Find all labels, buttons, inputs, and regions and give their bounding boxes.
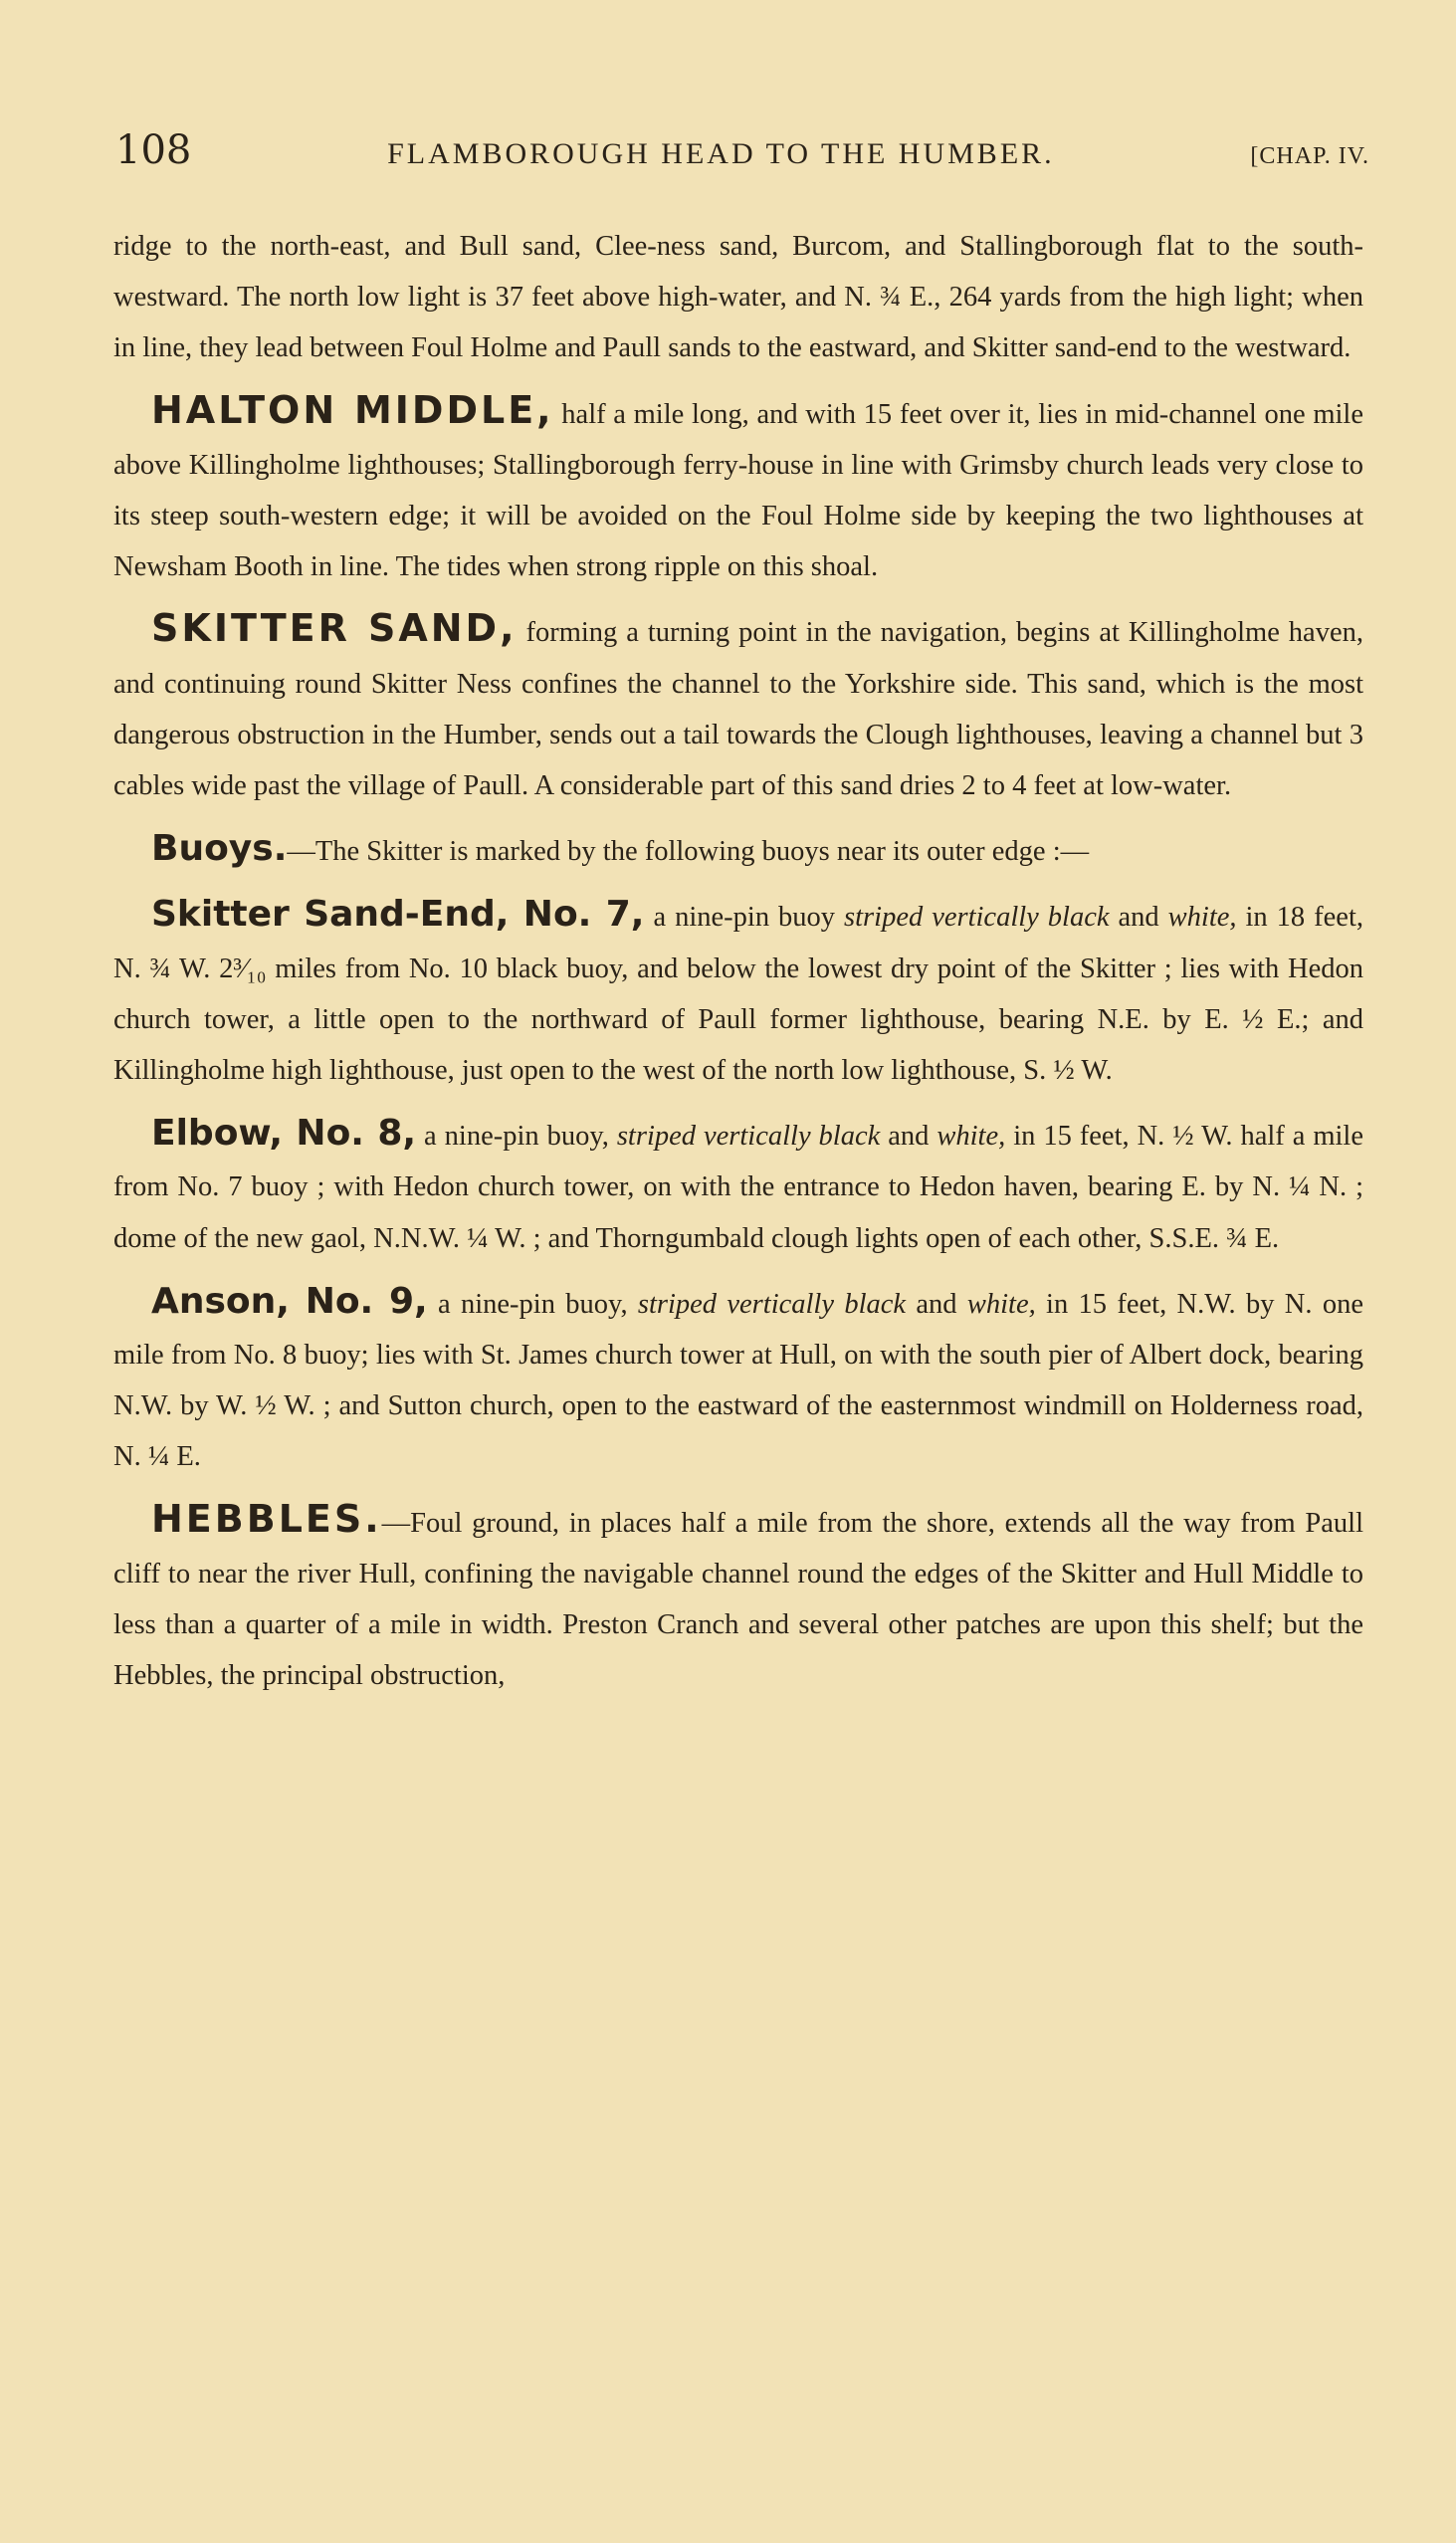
- italic-text: striped vertically black: [616, 1121, 881, 1153]
- section-heading: Buoys.: [151, 828, 288, 870]
- paragraph-text: ridge to the north-east, and Bull sand, Clee-ness sand, Burcom, and Stallingborough flat to the south-westward. The north low light is 37 feet above high-water, and N. ¾ E., 264 yards from the high light; when in line, they lead between Foul Holme and Paull sands to the eastward, and Skitter sand-end to the westward.: [113, 231, 1363, 364]
- buoy-heading: Elbow, No. 8,: [151, 1113, 417, 1155]
- paragraph-text: in 15 feet, N. ½ W. half a mile from No. 7 buoy ; with Hedon church tower, on with the entrance to Hedon haven, bearing E. by N. ¼ N. ; dome of the new gaol, N.N.W. ¼ W. ; and Thorngumbald clough lights open of each other, S.S.E. ¾ E.: [113, 1121, 1363, 1254]
- paragraph-text: and: [880, 1121, 937, 1153]
- running-title: FLAMBOROUGH HEAD TO THE HUMBER.: [387, 137, 1055, 170]
- paragraph-hebbles: [113, 1498, 1363, 1702]
- paragraph-anson: [113, 1279, 1363, 1483]
- italic-text: white,: [1167, 902, 1237, 934]
- paragraph-text: forming a turning point in the navigation, begins at Killingholme haven, and continuing round Skitter Ness confines the channel to the Yorkshire side. This sand, which is the most dangerous obstruction in the Humber, sends out a tail towards the Clough lighthouses, leaving a channel but 3 cables wide past the village of Paull. A considerable part of this sand dries 2 to 4 feet at low-water.: [113, 617, 1363, 802]
- paragraph-halton-middle: [113, 389, 1363, 593]
- paragraph-text: in 15 feet, N.W. by N. one mile from No. 8 buoy; lies with St. James church tower at Hull, on with the south pier of Albert dock, bearing N.W. by W. ½ W. ; and Sutton church, open to the eastward of the easternmost windmill on Holderness road, N. ¼ E.: [113, 1288, 1363, 1473]
- page-header: [115, 127, 1369, 177]
- paragraph-text: in 18 feet, N. ¾ W. 2³⁄₁₀ miles from No. 10 black buoy, and below the lowest dry point of the Skitter ; lies with Hedon church tower, a little open to the northward of Paull former lighthouse, bearing N.E. by E. ½ E.; and Killingholme high lighthouse, just open to the west of the north low lighthouse, S. ½ W.: [113, 902, 1363, 1087]
- paragraph-continuation: [113, 221, 1363, 374]
- buoy-heading: Skitter Sand-End, No. 7,: [151, 894, 645, 936]
- paragraph-buoys: [113, 826, 1363, 877]
- paragraph-elbow: [113, 1111, 1363, 1264]
- page-body: [113, 221, 1363, 1716]
- section-heading: HALTON MIDDLE,: [151, 387, 554, 432]
- paragraph-text: and: [906, 1288, 967, 1320]
- italic-text: white,: [936, 1121, 1006, 1153]
- buoy-heading: Anson, No. 9,: [151, 1280, 428, 1322]
- paragraph-text: a nine-pin buoy: [644, 902, 845, 934]
- section-heading: HEBBLES.: [151, 1496, 382, 1541]
- italic-text: striped vertically black: [637, 1288, 907, 1320]
- paragraph-text: a nine-pin buoy,: [427, 1288, 638, 1320]
- paragraph-text: half a mile long, and with 15 feet over it, lies in mid-channel one mile above Killingholme lighthouses; Stallingborough ferry-house in line with Grimsby church leads very close to its steep south-western edge; it will be avoided on the Foul Holme side by keeping the two lighthouses at Newsham Booth in line. The tides when strong ripple on this shoal.: [113, 398, 1363, 583]
- section-heading: SKITTER SAND,: [151, 606, 518, 651]
- paragraph-text: and: [1109, 902, 1168, 934]
- italic-text: striped vertically black: [844, 902, 1110, 934]
- paragraph-skitter-sand-end: [113, 892, 1363, 1096]
- page-number: 108: [115, 127, 192, 173]
- chapter-marker: [CHAP. IV.: [1250, 143, 1369, 169]
- paragraph-text: —Foul ground, in places half a mile from the shore, extends all the way from Paull cliff to near the river Hull, confining the navigable channel round the edges of the Skitter and Hull Middle to less than a quarter of a mile in width. Preston Cranch and several other patches are upon this shelf; but the Hebbles, the principal obstruction,: [113, 1507, 1363, 1692]
- paragraph-skitter-sand: [113, 607, 1363, 811]
- paragraph-text: a nine-pin buoy,: [416, 1121, 617, 1153]
- italic-text: white,: [966, 1288, 1036, 1320]
- paragraph-text: —The Skitter is marked by the following buoys near its outer edge :—: [287, 836, 1090, 868]
